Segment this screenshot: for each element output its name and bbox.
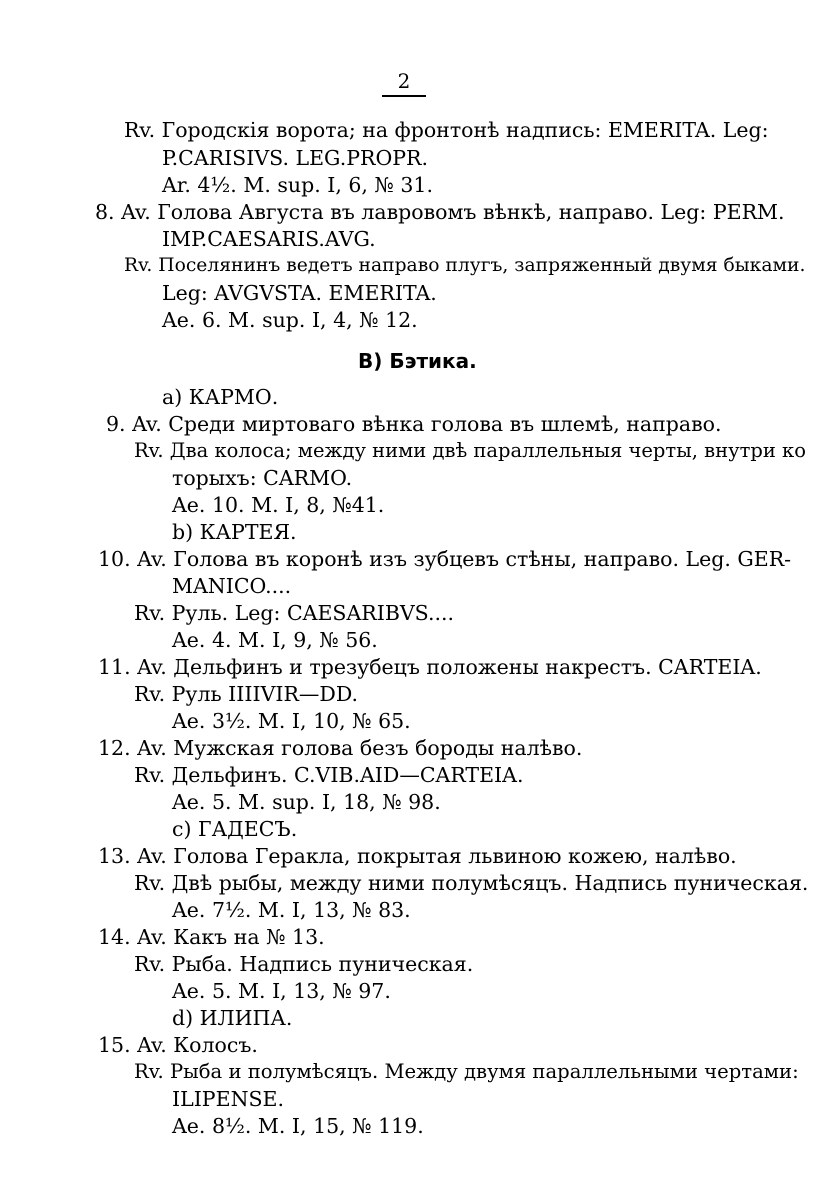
text-line: 15. Av. Колосъ.	[98, 1033, 258, 1057]
page-number: 2	[397, 69, 411, 93]
text-line: Ae. 3½. M. I, 10, № 65.	[172, 709, 411, 733]
text-line: 12. Av. Мужская голова безъ бороды налѣво.	[98, 736, 583, 760]
text-line: Ae. 6. M. sup. I, 4, № 12.	[162, 308, 418, 332]
text-line: Rv. Городскія ворота; на фронтонѣ надпись: EMERITA. Leg:	[124, 118, 769, 142]
text-line: Leg: AVGVSTA. EMERITA.	[162, 281, 437, 305]
text-line: 11. Av. Дельфинъ и трезубецъ положены накрестъ. CARTEIA.	[98, 655, 762, 679]
text-line: MANICO....	[172, 574, 292, 598]
text-line: 9. Av. Среди миртоваго вѣнка голова въ шлемѣ, направо.	[106, 412, 722, 436]
text-line: 14. Av. Какъ на № 13.	[98, 925, 325, 949]
text-line: Rv. Рыба. Надпись пуническая.	[134, 952, 474, 976]
section-heading: B) Бэтика.	[358, 349, 477, 373]
text-line: Ae. 10. M. I, 8, №41.	[172, 493, 385, 517]
text-line: Rv. Дельфинъ. C.VIB.AID—CARTEIA.	[134, 763, 524, 787]
text-line: Ae. 5. M. I, 13, № 97.	[172, 979, 391, 1003]
subsection-heading: a) КАРМО.	[162, 385, 279, 409]
text-line: 10. Av. Голова въ коронѣ изъ зубцевъ стѣны, направо. Leg. GER-	[98, 547, 792, 571]
text-line: ILIPENSE.	[172, 1087, 285, 1111]
subsection-heading: c) ГАДЕСЪ.	[172, 817, 298, 841]
text-line: Rv. Руль IIIIVIR—DD.	[134, 682, 359, 706]
text-line: Rv. Два колоса; между ними двѣ параллельныя черты, внутри ко	[134, 439, 806, 462]
text-line: Rv. Рыба и полумѣсяцъ. Между двумя параллельными чертами:	[134, 1060, 799, 1083]
subsection-heading: d) ИЛИПА.	[172, 1006, 293, 1030]
text-line: Ae. 4. M. I, 9, № 56.	[172, 628, 378, 652]
text-line: 13. Av. Голова Геракла, покрытая львиною кожею, налѣво.	[98, 844, 737, 868]
page-number-rule	[382, 95, 426, 97]
text-line: Ar. 4½. M. sup. I, 6, № 31.	[162, 173, 433, 197]
text-line: Rv. Руль. Leg: CAESARIBVS....	[134, 601, 455, 625]
text-line: Ae. 8½. M. I, 15, № 119.	[172, 1114, 424, 1138]
text-line: Rv. Поселянинъ ведетъ направо плугъ, запряженный двумя быками.	[124, 255, 806, 276]
text-line: Rv. Двѣ рыбы, между ними полумѣсяцъ. Надпись пуническая.	[134, 871, 809, 895]
subsection-heading: b) КАРТЕЯ.	[172, 520, 297, 544]
text-line: Ae. 7½. M. I, 13, № 83.	[172, 898, 411, 922]
text-line: 8. Av. Голова Августа въ лавровомъ вѣнкѣ, направо. Leg: PERM.	[95, 200, 785, 224]
text-line: Ae. 5. M. sup. I, 18, № 98.	[172, 790, 441, 814]
text-line: P.CARISIVS. LEG.PROPR.	[162, 146, 428, 170]
text-line: IMP.CAESARIS.AVG.	[162, 227, 376, 251]
text-line: торыхъ: CARMO.	[172, 466, 353, 490]
